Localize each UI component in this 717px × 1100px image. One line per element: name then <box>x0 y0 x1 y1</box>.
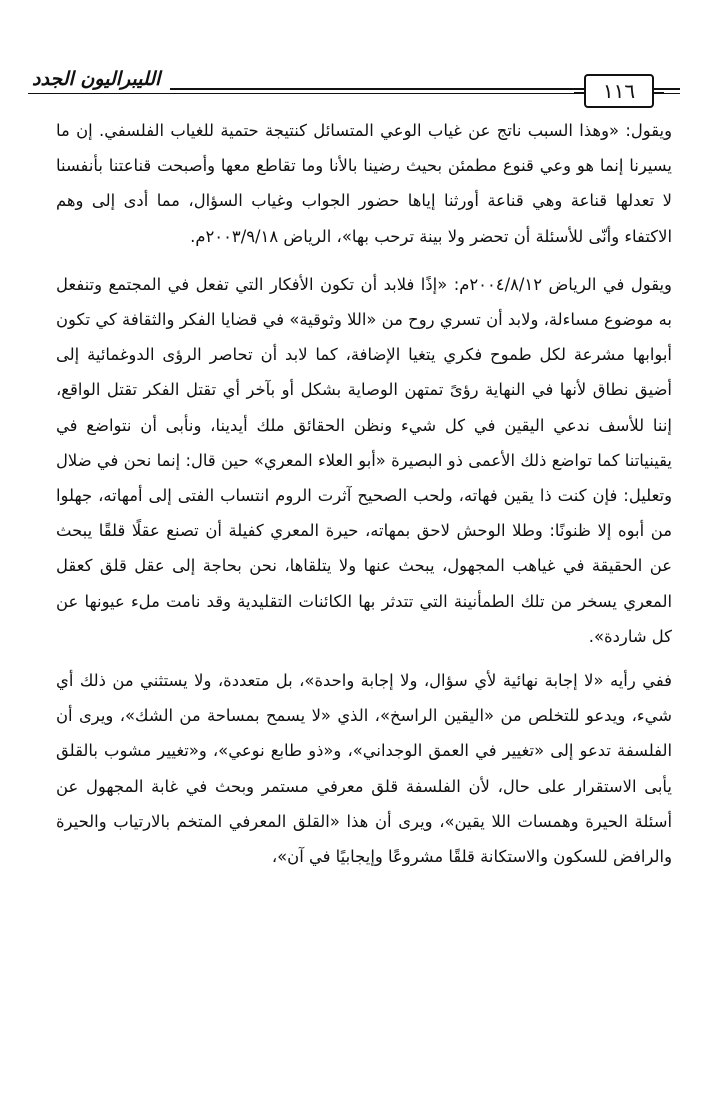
running-title: الليبراليون الجدد <box>28 66 170 92</box>
paragraph: ويقول في الرياض ٢٠٠٤/٨/١٢م: «إذًا فلابد أن تكون الأفكار التي تفعل في المجتمع وتنفعل به موضوع مساءلة، ولابد أن تسري روح من «اللا وثوقية» في قضايا الفكر والثقافة كي تكون أبوابها مشرعة لكل طموح فكري يتغيا الإضافة، كما لابد أن تحاصر الرؤى الدوغمائية إلى أضيق نطاق لأنها في النهاية رؤىً تمتهن الوصاية بشكل أو بآخر أي تقتل الفكر تقتل الواقع، إننا للأسف ندعي اليقين في كل شيء ونظن الحقائق ملك أيدينا، ونأبى أن نتواضع في يقينياتنا كما تواضع ذلك الأعمى ذو البصيرة «أبو العلاء المعري» حين قال: إنما نحن في ضلال وتعليل: فإن كنت ذا يقين فهاته، ولحب الصحيح آثرت الروم انتساب الفتى إلى أمهاته، جهلوا من أبوه إلا ظنونًا: وطلا الوحش لاحق بمهاته، حيرة المعري كفيلة أن تصنع عقلًا قلقًا يبحث عن الحقيقة في غياهب المجهول، يبحث عنها ولا يتلقاها، نحن بحاجة إلى عقل قلق كعقل المعري يسخر من تلك الطمأنينة التي تتدثر بها الكائنات التقليدية وقد نامت ملء عيونها عن كل شاردة». <box>56 274 672 646</box>
page-header <box>28 66 680 112</box>
page-number: ١١٦ <box>584 74 654 108</box>
paragraph: ويقول: «وهذا السبب ناتج عن غياب الوعي المتسائل كنتيجة حتمية للغياب الفلسفي. إن ما يسيرنا إنما هو وعي قنوع مطمئن بحيث رضينا بالأنا وما تقاطع معها وأصبحت قناعتنا بأنفسنا لا تعدلها قناعة وهي قناعة أورثنا إياها حضور الجواب وغياب السؤال، مما أدى إلى وهم الاكتفاء وأنّى للأسئلة أن تحضر ولا بينة ترحب بها»، الرياض ٢٠٠٣/٩/١٨م. <box>56 121 672 246</box>
body-text <box>56 113 672 874</box>
paragraph: ففي رأيه «لا إجابة نهائية لأي سؤال، ولا إجابة واحدة»، بل متعددة، ولا يستثني من ذلك أي شيء، ويدعو للتخلص من «اليقين الراسخ»، الذي «لا يسمح بمساحة من الشك»، ويرى أن الفلسفة تدعو إلى «تغيير في العمق الوجداني»، و«ذو طابع نوعي»، و«تغيير مشوب بالقلق يأبى الاستقرار على حال، لأن الفلسفة قلق معرفي مستمر وبحث في غابة المجهول عن أسئلة الحيرة وهمسات اللا يقين»، ويرى أن هذا «القلق المعرفي المتخم بالارتياب والحيرة والرافض للسكون والاستكانة قلقًا مشروعًا وإيجابيًا في آن»، <box>56 671 672 867</box>
